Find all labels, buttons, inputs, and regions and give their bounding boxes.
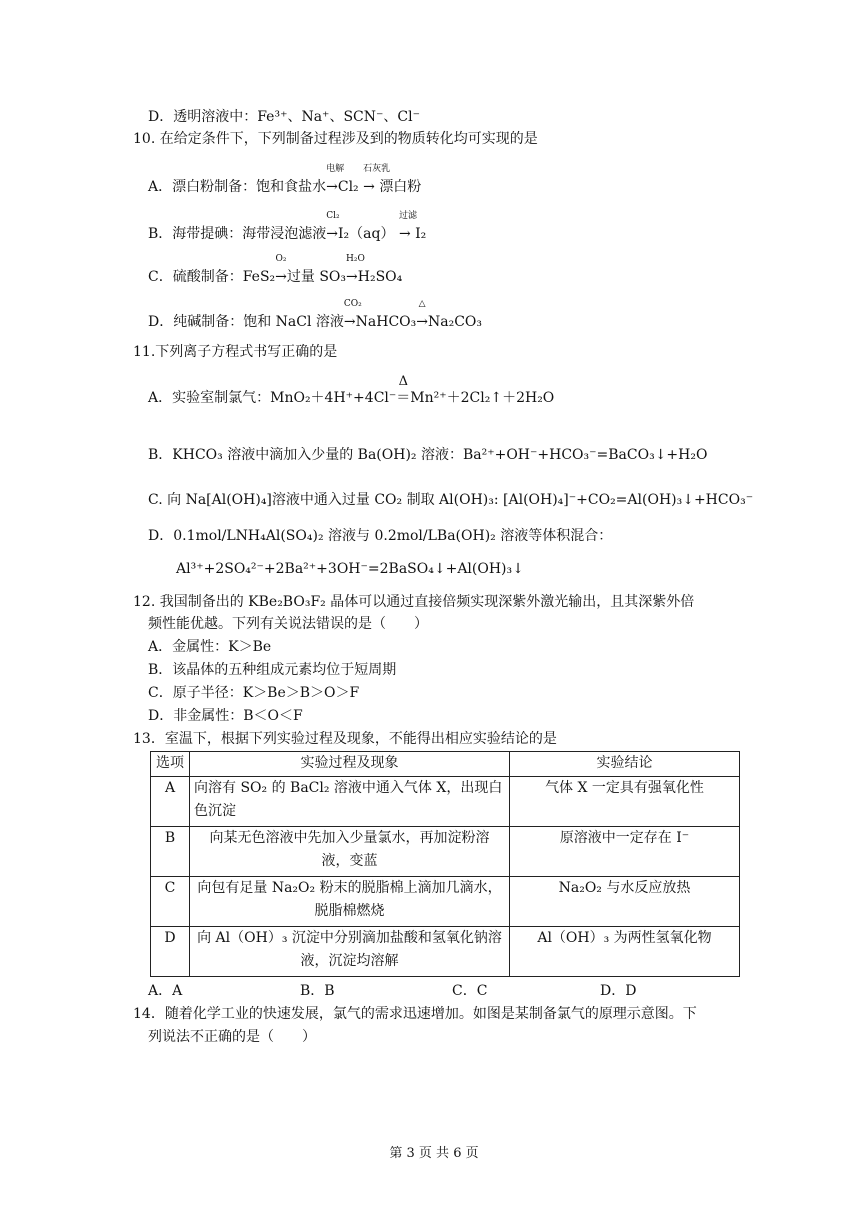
table-row (151, 777, 740, 827)
q11-option-a (148, 374, 555, 407)
row-conclusion: 气体 X 一定具有强氧化性 (510, 777, 740, 827)
row-conclusion: Na₂O₂ 与水反应放热 (510, 877, 740, 927)
q10-a-prefix: A．漂白粉制备：饱和食盐水 (148, 179, 327, 195)
q10-c-end: H₂SO₄ (357, 269, 403, 285)
q10-d-end: Na₂CO₃ (428, 314, 483, 330)
q14-stem-line2: 列说法不正确的是（ ） (148, 1029, 316, 1045)
q12-option-c: C．原子半径：K＞Be＞B＞O＞F (148, 685, 360, 701)
q13-choice-a: A．A (148, 983, 183, 999)
q13-choice-b: B．B (300, 983, 335, 999)
q10-option-b (148, 211, 427, 243)
table-header-row (151, 752, 740, 777)
arrow-icon: → (398, 226, 411, 242)
q12-option-a: A．金属性：K＞Be (148, 639, 272, 655)
page-footer: 第 3 页 共 6 页 (389, 1146, 479, 1161)
row-option: C (151, 877, 190, 927)
table-header-conclusion: 实验结论 (510, 752, 740, 777)
q10-c-mid: 过量 SO₃ (286, 269, 347, 285)
table-header-option: 选项 (151, 752, 190, 777)
row-process (190, 827, 510, 877)
q13-stem: 13．室温下，根据下列实验过程及现象，不能得出相应实验结论的是 (133, 731, 557, 747)
q10-d-cond2: △ (418, 299, 426, 309)
row-process-line2: 脱脂棉燃烧 (314, 903, 385, 919)
row-process-line2: 色沉淀 (194, 803, 236, 819)
table-row (151, 877, 740, 927)
q10-a-cond1: 电解 (326, 164, 345, 174)
q10-b-prefix: B．海带提碘：海带浸泡滤液 (148, 226, 327, 242)
row-option: A (151, 777, 190, 827)
q10-option-c (148, 254, 403, 286)
q10-a-end: 漂白粉 (379, 179, 422, 195)
arrow-icon: → (363, 179, 375, 195)
arrow-icon: → (416, 314, 428, 330)
q13-choice-d: D．D (600, 983, 637, 999)
q12-stem-line1: 12. 我国制备出的 KBe₂BO₃F₂ 晶体可以通过直接倍频实现深紫外激光输出，且其深紫外倍 (133, 594, 695, 610)
q10-c-cond1: O₂ (275, 254, 287, 264)
q11-a-cond: Δ (398, 374, 408, 389)
q10-a-cond2: 石灰乳 (363, 164, 391, 174)
q11-stem: 11.下列离子方程式书写正确的是 (133, 344, 338, 360)
q10-option-d (148, 299, 483, 331)
q10-option-a (148, 164, 422, 196)
row-process-line2: 液，变蓝 (321, 853, 378, 869)
row-process (190, 877, 510, 927)
row-process (190, 777, 510, 827)
q11-option-c: C. 向 Na[Al(OH)₄]溶液中通入过量 CO₂ 制取 Al(OH)₃: [Al(OH)₄]⁻+CO₂=Al(OH)₃↓+HCO₃⁻ (148, 492, 754, 508)
q11-a-left: A．实验室制氯气：MnO₂＋4H⁺+4Cl⁻ (148, 390, 397, 406)
q12-stem-line2: 频性能优越。下列有关说法错误的是（ ） (148, 616, 428, 632)
arrow-icon: → (343, 314, 356, 330)
experiment-table (150, 751, 740, 977)
row-conclusion: Al（OH）₃ 为两性氢氧化物 (510, 927, 740, 977)
q10-c-prefix: C．硫酸制备：FeS₂ (148, 269, 276, 285)
row-process-line1: 向溶有 SO₂ 的 BaCl₂ 溶液中通入气体 X，出现白 (194, 780, 503, 796)
arrow-icon: → (326, 179, 338, 195)
q11-option-d-equation: Al³⁺+2SO₄²⁻+2Ba²⁺+3OH⁻=2BaSO₄↓+Al(OH)₃↓ (176, 561, 524, 577)
q10-stem: 10. 在给定条件下，下列制备过程涉及到的物质转化均可实现的是 (133, 131, 538, 147)
row-process-line1: 向包有足量 Na₂O₂ 粉末的脱脂棉上滴加几滴水， (197, 880, 502, 896)
table-row (151, 827, 740, 877)
arrow-icon: → (346, 269, 358, 285)
q10-d-mid: NaHCO₃ (355, 314, 417, 330)
q10-b-end: I₂ (415, 226, 427, 242)
q10-c-cond2: H₂O (346, 254, 365, 264)
row-process-line1: 向某无色溶液中先加入少量氯水，再加淀粉溶 (209, 830, 490, 846)
equals-icon: ＝ (396, 390, 411, 406)
q12-option-d: D．非金属性：B＜O＜F (148, 708, 303, 724)
q10-b-cond2: 过滤 (398, 211, 417, 221)
table-header-process: 实验过程及现象 (190, 752, 510, 777)
row-option: D (151, 927, 190, 977)
q10-b-mid: I₂（aq） (338, 226, 395, 242)
q10-b-cond1: Cl₂ (326, 211, 340, 221)
row-option: B (151, 827, 190, 877)
q11-a-right: Mn²⁺＋2Cl₂↑＋2H₂O (410, 390, 555, 406)
q9-option-d: D．透明溶液中：Fe³⁺、Na⁺、SCN⁻、Cl⁻ (148, 109, 420, 125)
q10-a-mid: Cl₂ (337, 179, 359, 195)
arrow-icon: → (326, 226, 339, 242)
q11-option-b: B．KHCO₃ 溶液中滴加入少量的 Ba(OH)₂ 溶液：Ba²⁺+OH⁻+HCO₃⁻=BaCO₃↓+H₂O (148, 447, 708, 463)
row-process-line2: 液，沉淀均溶解 (300, 953, 399, 969)
row-process (190, 927, 510, 977)
q10-d-cond1: CO₂ (343, 299, 362, 309)
q13-choice-c: C．C (452, 983, 488, 999)
q11-option-d: D．0.1mol/LNH₄Al(SO₄)₂ 溶液与 0.2mol/LBa(OH)₂ 溶液等体积混合： (148, 528, 613, 544)
row-conclusion: 原溶液中一定存在 I⁻ (510, 827, 740, 877)
table-row (151, 927, 740, 977)
q14-stem-line1: 14．随着化学工业的快速发展，氯气的需求迅速增加。如图是某制备氯气的原理示意图。下 (133, 1006, 697, 1022)
q12-option-b: B．该晶体的五种组成元素均位于短周期 (148, 662, 397, 678)
q10-d-prefix: D．纯碱制备：饱和 NaCl 溶液 (148, 314, 344, 330)
arrow-icon: → (275, 269, 287, 285)
row-process-line1: 向 Al（OH）₃ 沉淀中分别滴加盐酸和氢氧化钠溶 (197, 930, 502, 946)
